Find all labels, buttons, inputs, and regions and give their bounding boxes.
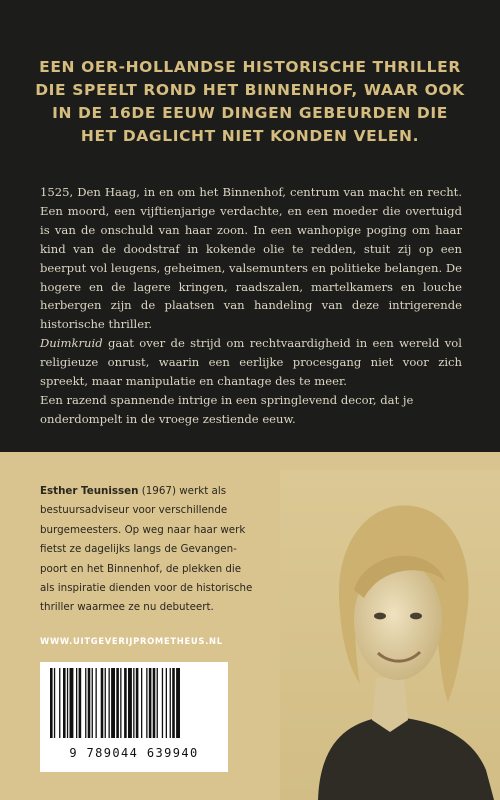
barcode-bar	[79, 668, 82, 738]
blurb-paragraph: Een razend spannende intrige in een springlevend decor, dat je onderdompelt in de vroege zestiende eeuw.	[40, 392, 414, 426]
barcode-bar	[124, 668, 127, 738]
barcode-bar	[136, 668, 139, 738]
bio-text: (1967) werkt als	[138, 485, 227, 497]
tagline-line: DIE SPEELT ROND HET BINNENHOF, WAAR OOK	[35, 81, 465, 99]
tagline-line: IN DE 16DE EEUW DINGEN GEBEURDEN DIE	[52, 104, 448, 122]
barcode-bar	[153, 668, 156, 738]
barcode-bar	[172, 668, 175, 738]
barcode-bar	[120, 668, 121, 738]
barcode-bar	[149, 668, 152, 738]
barcode-bar	[166, 668, 167, 738]
tagline-line: HET DAGLICHT NIET KONDEN VELEN.	[80, 127, 420, 145]
barcode-bar	[85, 668, 86, 738]
tagline-line: EEN OER-HOLLANDSE HISTORISCHE THRILLER	[39, 58, 461, 76]
barcode-graphic	[50, 668, 218, 738]
barcode-bar	[50, 668, 53, 738]
barcode-bar	[70, 668, 74, 738]
barcode-bar	[109, 668, 110, 738]
book-title: Duimkruid	[40, 336, 103, 351]
author-eye-left	[374, 613, 386, 620]
author-eye-right	[410, 613, 422, 620]
author-photo	[280, 470, 500, 800]
barcode-bar	[105, 668, 106, 738]
barcode-bar	[128, 668, 132, 738]
bio-line: fietst ze dagelijks langs de Gevangen-	[40, 543, 237, 556]
author-name: Esther Teunissen	[40, 485, 139, 497]
book-blurb	[40, 183, 462, 429]
author-bio	[40, 482, 280, 618]
barcode-bar	[76, 668, 77, 738]
barcode-bar	[59, 668, 60, 738]
barcode-bar	[67, 668, 68, 738]
barcode-bar	[54, 668, 55, 738]
barcode-bar	[101, 668, 104, 738]
isbn-barcode	[40, 662, 228, 772]
barcode-bar	[170, 668, 171, 738]
barcode-bar	[92, 668, 93, 738]
barcode-bar	[88, 668, 91, 738]
tagline	[30, 56, 470, 148]
bio-line: bestuursadviseur voor verschillende	[40, 504, 228, 517]
blurb-text: gaat over de strijd om rechtvaardigheid in een wereld vol religieuze onrust, waarin een eerlijke procesgang niet voor zich spreekt, maar manipulatie en chantage des te meer.	[40, 336, 462, 389]
bio-line: als inspiratie dienden voor de historische	[40, 582, 253, 595]
barcode-bar	[176, 668, 180, 738]
bio-line: thriller waarmee ze nu debuteert.	[40, 601, 214, 614]
isbn-number: 9 789044 639940	[69, 746, 199, 760]
blurb-paragraph: 1525, Den Haag, in en om het Binnenhof, centrum van macht en recht. Een moord, een vijftienjarige verdachte, en een moeder die overtuigd is van de onschuld van haar zoon. In een wanhopige poging om haar kind van de doodstraf in kokende olie te redden, stuit zij op een beerput vol leugens, geheimen, valsemunters en politieke belangen. De hogere en de lagere kringen, raadszalen, martelkamers en louche herbergen zijn de plaatsen van handeling van deze intrigerende historische thriller.	[40, 185, 462, 332]
publisher-website[interactable]: WWW.UITGEVERIJPROMETHEUS.NL	[40, 636, 223, 646]
barcode-bar	[96, 668, 97, 738]
blurb-paragraph	[40, 334, 462, 391]
barcode-bar	[146, 668, 147, 738]
barcode-bar	[141, 668, 142, 738]
bio-line	[40, 482, 280, 501]
barcode-bar	[162, 668, 163, 738]
bio-line: poort en het Binnenhof, de plekken die	[40, 562, 242, 575]
barcode-bar	[116, 668, 119, 738]
barcode-bar	[63, 668, 66, 738]
barcode-bar	[111, 668, 115, 738]
barcode-bar	[157, 668, 158, 738]
bio-line: burgemeesters. Op weg naar haar werk	[40, 523, 246, 536]
barcode-bar	[133, 668, 134, 738]
gold-bottom-panel	[0, 452, 500, 800]
